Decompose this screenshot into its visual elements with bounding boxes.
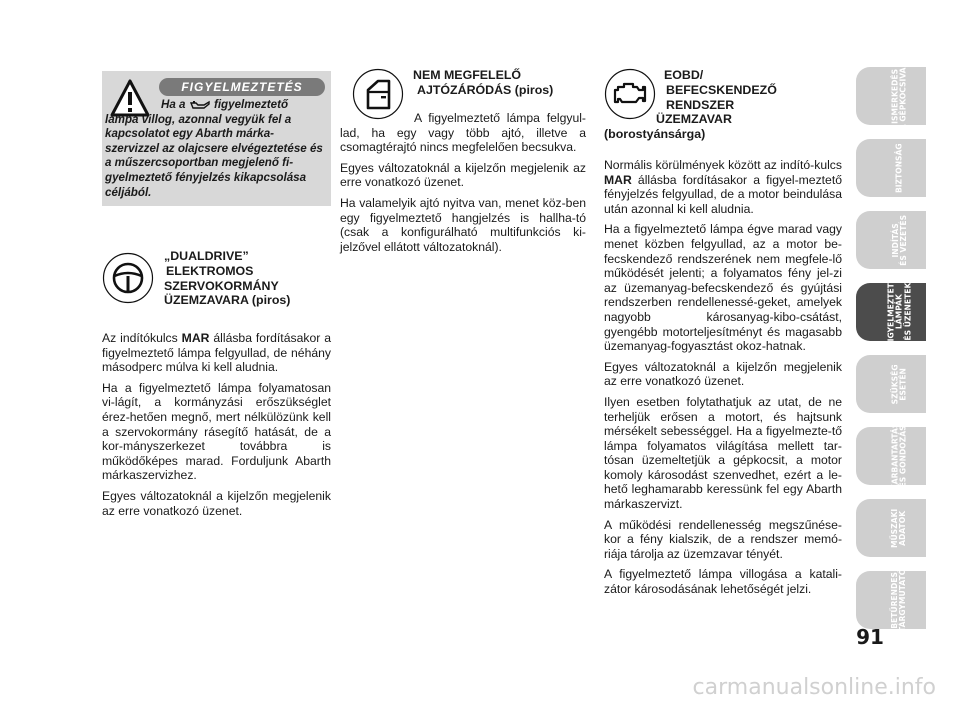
steering-wheel-icon: [102, 252, 154, 304]
door-paragraph: Ha valamelyik ajtó nyitva van, menet köz-ben egy figyelmeztető hangjelzés is hallha-tó (csak a konfigurálható multifunkciós ki-jelzővel ellátott változatoknál).: [340, 195, 586, 254]
steering-heading-line: „DUALDRIVE”: [164, 249, 249, 263]
eobd-heading-color: (borostyánsárga): [604, 127, 706, 142]
steering-heading-line: ELEKTROMOS: [166, 263, 254, 278]
chapter-tab[interactable]: [856, 499, 926, 557]
steering-text: [102, 331, 331, 524]
eobd-paragraph: Normális körülmények között az indító-kulcs MAR állásba fordításakor a figyel-meztető fényjelzés felgyullad, de a motor beindulása után azonnal ki kell aludnia.: [604, 158, 842, 216]
eobd-heading: [604, 68, 842, 142]
chapter-tab-label: INDÍTÁS ÉS VEZETÉS: [890, 214, 908, 266]
chapter-tab[interactable]: [856, 568, 926, 632]
steering-paragraph: Ha a figyelmeztető lámpa folyamatosan vi-lágít, a kormányzási erőszükséglet érez-hetően megnő, mert nélkülözünk kell a szervokormány rásegítő hatását, de a kor-mányszerkezet továbbra is működőképes marad. Forduljunk Abarth márkaszervizhez.: [102, 380, 331, 483]
chapter-tab-active[interactable]: [856, 277, 926, 347]
chapter-tab-label: MŰSZAKI ADATOK: [890, 508, 908, 548]
steering-heading-line: ÜZEMZAVARA: [164, 293, 249, 308]
key-position: MAR: [181, 331, 210, 345]
eobd-text: [604, 158, 842, 603]
door-heading-line: AJTÓZÁRÓDÁS: [417, 82, 512, 97]
warning-text-post: figyelmeztető: [213, 98, 289, 111]
chapter-tab[interactable]: [856, 355, 926, 413]
door-text: [340, 111, 586, 260]
eobd-paragraph: Ilyen esetben folytathatjuk az utat, de ne terheljük erősen a motort, és hajtsunk mérsékelt sebességgel. Ha a figyelmezte-tő lámpa folyamatos világítása mellett tar-tósan üzemeltetjük a gépkocsit, a motor komoly károsodást szenvedhet, ezért a le-hető leghamarabb keressünk fel egy Abarth márkaszervizt.: [604, 394, 842, 512]
chapter-tab[interactable]: [856, 62, 926, 130]
steering-heading: [164, 249, 329, 308]
steering-paragraph: Az indítókulcs MAR állásba fordításakor a figyelmeztető lámpa felgyullad, de néhány másodperc múlva ki kell aludnia.: [102, 331, 331, 375]
chapter-tab-label: BETŰRENDES TÁRGYMUTATÓ: [890, 568, 908, 632]
door-paragraph: Egyes változatoknál a kijelzőn megjelenik az erre vonatkozó üzenet.: [340, 160, 586, 190]
chapter-tab-label: KARBANTARTÁS ÉS GONDOZÁS: [890, 422, 909, 490]
eobd-paragraph: A működési rendellenesség megszűnése-kor a fény kialszik, de a rendszer memó-riája tárolja az üzemzavar tényét.: [604, 517, 842, 561]
oil-can-icon: [189, 100, 211, 110]
chapter-tab-label: FIGYELMEZTETŐ LÁMPÁK ÉS ÜZENETEK: [886, 277, 913, 347]
eobd-heading-line: BEFECSKENDEZŐ: [666, 82, 777, 97]
warning-text: [105, 98, 327, 200]
warning-box: [102, 71, 331, 206]
steering-heading-line: SZERVOKORMÁNY: [164, 278, 279, 293]
eobd-paragraph: Ha a figyelmeztető lámpa égve marad vagy menet közben felgyullad, az a motor be-fecskendező rendszerének nem megfele-lő működését jelenti; a folyamatos fény jel-zi az üzemanyag-befecskendező és gyújtási rendszerben rendellenessé-geket, amelyek nagyobb károsanyag-kibo-csátást, gyengébb motorteljesítményt és magasabb üzemanyag-fogyasztást okoz-hatnak.: [604, 222, 842, 354]
steering-paragraph: Egyes változatoknál a kijelzőn megjelenik az erre vonatkozó üzenet.: [102, 488, 331, 518]
warning-text-pre: Ha a: [161, 98, 186, 111]
key-position: MAR: [604, 172, 632, 187]
chapter-tab[interactable]: [856, 211, 926, 269]
chapter-tab[interactable]: [856, 422, 926, 490]
watermark: carmanualsonline.info: [692, 675, 936, 700]
door-paragraph: A figyelmeztető lámpa felgyul-lad, ha egy vagy több ajtó, illetve a csomagtérajtó nincs megfelelően becsukva.: [340, 111, 586, 155]
steering-heading-color: (piros): [251, 293, 291, 308]
door-heading-line: NEM MEGFELELŐ: [413, 68, 522, 82]
chapter-tab-label: SZÜKSÉG ESETÉN: [890, 364, 908, 404]
eobd-heading-line: RENDSZER: [666, 97, 735, 112]
page-number: 91: [856, 625, 884, 649]
door-heading: [413, 68, 583, 98]
chapter-tab-label: ISMERKEDÉS A GÉPKOCSIVAL: [890, 62, 908, 130]
eobd-paragraph: A figyelmeztető lámpa villogása a katali-zátor károsodásának lehetőségét jelzi.: [604, 567, 842, 597]
door-heading-color: (piros): [514, 82, 554, 97]
warning-text-rest: lámpa villog, azonnal vegyük fel a kapcsolatot egy Abarth márka-szervizzel az olajcsere elvégeztetése és a műszercsoportban megjelenő fi-gyelmeztető fényjelzés kikapcsolása céljából.: [105, 112, 323, 199]
eobd-heading-line: ÜZEMZAVAR: [656, 112, 732, 127]
eobd-heading-line: EOBD/: [664, 68, 704, 82]
chapter-tab-label: BIZTONSÁG: [894, 143, 904, 193]
warning-label: FIGYELMEZTETÉS: [159, 78, 325, 96]
eobd-paragraph: Egyes változatoknál a kijelzőn megjelenik az erre vonatkozó üzenet.: [604, 359, 842, 389]
chapter-tab[interactable]: [856, 139, 926, 197]
